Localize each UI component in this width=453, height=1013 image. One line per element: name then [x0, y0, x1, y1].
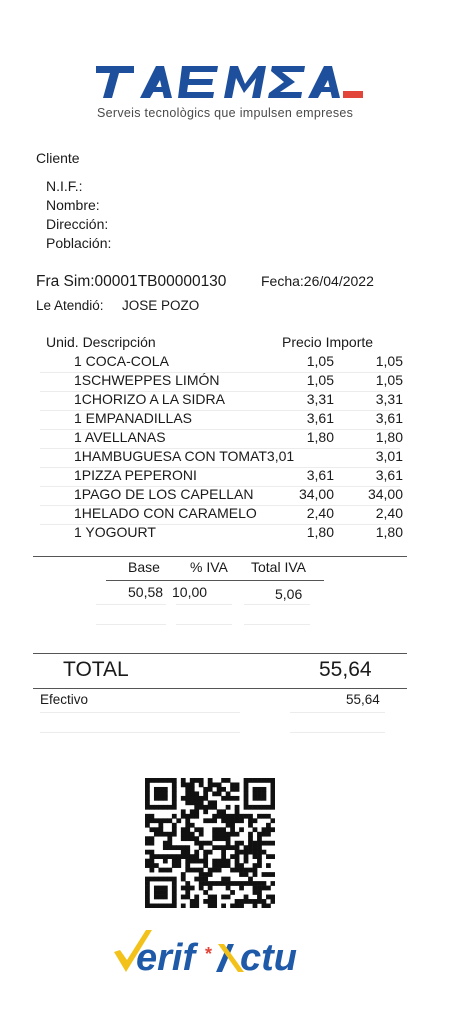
item-description: 1 COCA-COLA [74, 353, 169, 369]
item-row [0, 524, 453, 543]
item-row [0, 505, 453, 524]
attended-label: Le Atendió: [36, 298, 104, 313]
item-row [0, 467, 453, 486]
item-row [0, 486, 453, 505]
tax-base-label: Base [128, 559, 160, 575]
item-description: 1 AVELLANAS [74, 429, 166, 445]
item-description: 1PIZZA PEPERONI [74, 467, 197, 483]
tax-total-label: Total IVA [251, 559, 306, 575]
total-bottom-divider [33, 688, 407, 689]
item-price: 1,80 [306, 524, 334, 540]
item-amount: 1,05 [375, 372, 403, 388]
item-price: 2,40 [306, 505, 334, 521]
invoice-date: Fecha:26/04/2022 [261, 273, 374, 289]
item-price: 1,80 [306, 429, 334, 445]
tax-base-value: 50,58 [128, 584, 164, 600]
item-description: 1CHORIZO A LA SIDRA [74, 391, 225, 407]
item-price: 3,61 [306, 410, 334, 426]
item-amount: 34,00 [367, 486, 403, 502]
item-price: 1,05 [306, 372, 334, 388]
item-price: 1,05 [306, 353, 334, 369]
column-units-description: Unid. Descripción [46, 334, 156, 350]
tax-header-divider [106, 580, 324, 581]
item-price: 34,00 [298, 486, 334, 502]
item-amount: 1,80 [375, 429, 403, 445]
tax-total-value: 5,06 [275, 586, 303, 602]
item-row [0, 353, 453, 372]
items-divider [33, 556, 407, 557]
total-label: TOTAL [63, 658, 129, 681]
brand-tagline: Serveis tecnològics que impulsen empreses [97, 106, 354, 120]
item-amount: 1,05 [375, 353, 403, 369]
item-amount: 3,31 [375, 391, 403, 407]
item-row [0, 410, 453, 429]
item-description: 1 EMPANADILLAS [74, 410, 193, 426]
item-description: 1 YOGOURT [74, 524, 156, 540]
nif-label: N.I.F.: [46, 178, 83, 194]
address-label: Dirección: [46, 216, 109, 232]
item-price: 3,61 [306, 467, 334, 483]
payment-method-label: Efectivo [40, 692, 89, 707]
item-row [0, 372, 453, 391]
item-description: 1PAGO DE LOS CAPELLAN [74, 486, 254, 502]
tax-rate-label: % IVA [190, 559, 228, 575]
svg-text:*: * [205, 944, 213, 964]
item-description: 1SCHWEPPES LIMÓN [74, 372, 220, 388]
column-price-amount: Precio Importe [282, 334, 374, 350]
item-amount: 1,80 [375, 524, 403, 540]
total-value: 55,64 [319, 658, 372, 681]
invoice-number: Fra Sim:00001TB00000130 [36, 273, 227, 290]
item-amount: 3,01 [375, 448, 403, 464]
client-heading: Cliente [36, 150, 80, 166]
svg-text:erif: erif [136, 937, 196, 979]
item-price: 3,31 [306, 391, 334, 407]
item-description: 1HELADO CON CARAMELO [74, 505, 257, 521]
qr-code [145, 778, 275, 908]
svg-text:ctu: ctu [240, 937, 297, 979]
town-label: Población: [46, 235, 112, 251]
verifactu-logo [112, 922, 312, 982]
item-description: 1HAMBUGUESA CON TOMAT3,01 [74, 448, 295, 464]
item-row [0, 448, 453, 467]
name-label: Nombre: [46, 197, 100, 213]
total-top-divider [33, 653, 407, 654]
item-row [0, 429, 453, 448]
item-row [0, 391, 453, 410]
payment-value: 55,64 [346, 692, 380, 707]
item-amount: 3,61 [375, 467, 403, 483]
item-amount: 2,40 [375, 505, 403, 521]
tax-rate-value: 10,00 [172, 584, 208, 600]
attended-by: JOSE POZO [122, 298, 200, 313]
item-amount: 3,61 [375, 410, 403, 426]
